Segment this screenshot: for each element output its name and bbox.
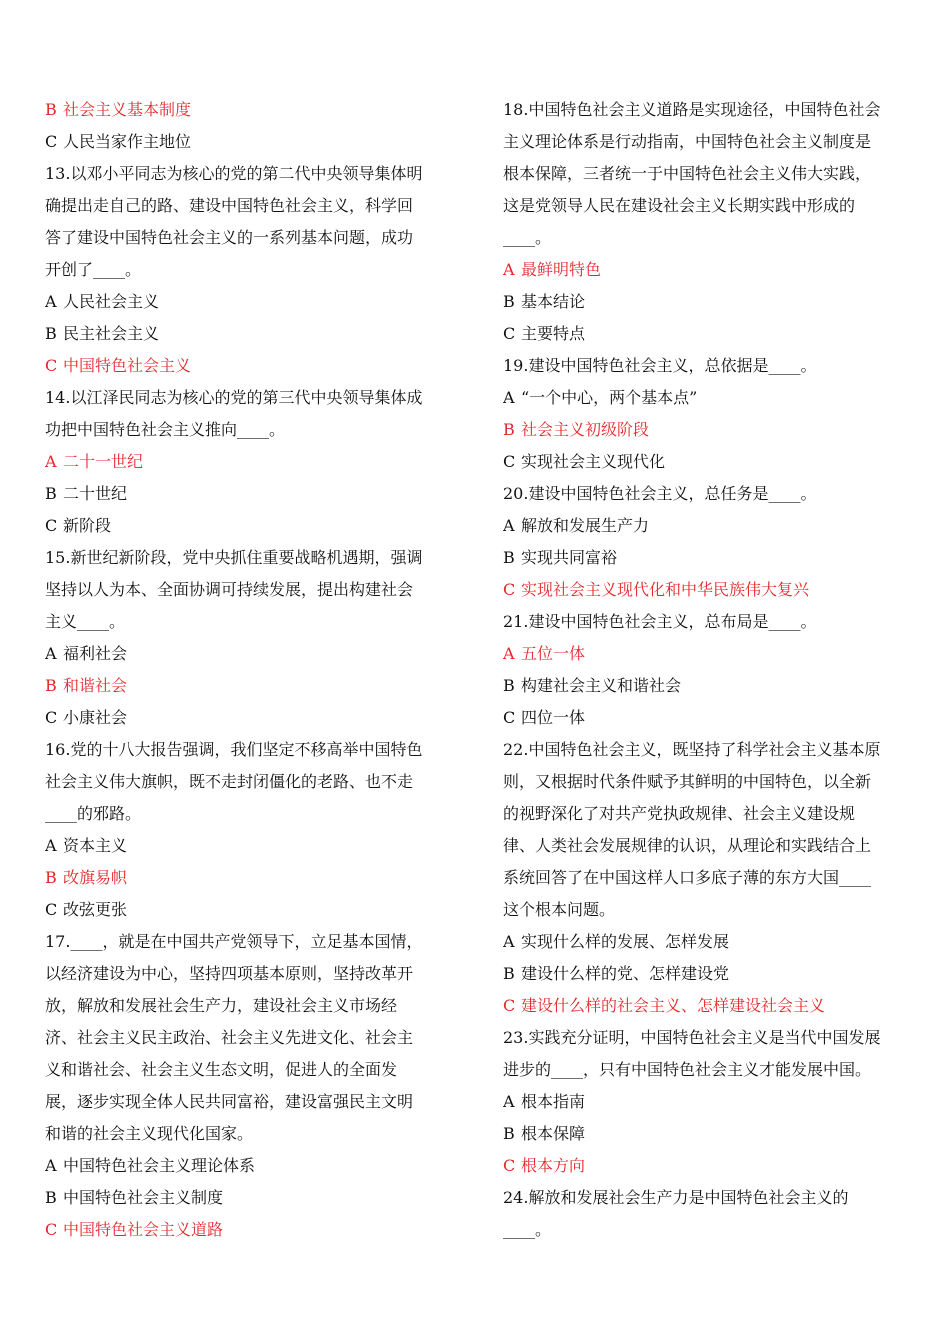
option-letter: A	[45, 644, 57, 663]
option-text: 和谐社会	[63, 676, 128, 695]
question-text-line: 的视野深化了对共产党执政规律、社会主义建设规	[503, 804, 856, 823]
option-text: 中国特色社会主义	[63, 356, 192, 375]
answer-option	[503, 990, 903, 1022]
option-letter: C	[503, 452, 516, 471]
option-text: 实现社会主义现代化和中华民族伟大复兴	[521, 580, 810, 599]
answer-option	[45, 446, 443, 478]
option-text: 建设什么样的社会主义、怎样建设社会主义	[521, 996, 826, 1015]
option-letter: C	[45, 708, 58, 727]
answer-option	[45, 1150, 443, 1182]
answer-option	[503, 254, 903, 286]
option-text: 基本结论	[521, 292, 586, 311]
option-letter: A	[503, 644, 515, 663]
option-letter: C	[503, 580, 516, 599]
option-text: 实现共同富裕	[521, 548, 618, 567]
question-text-line: 19.建设中国特色社会主义，总依据是____。	[503, 356, 817, 375]
question-text-line: 17.____，就是在中国共产党领导下，立足基本国情，	[45, 932, 423, 951]
question-text-line: 社会主义伟大旗帜，既不走封闭僵化的老路、也不走	[45, 772, 414, 791]
answer-option	[503, 574, 903, 606]
option-text: 社会主义初级阶段	[521, 420, 650, 439]
option-text: 小康社会	[63, 708, 128, 727]
option-text: 根本保障	[521, 1124, 586, 1143]
answer-option	[45, 286, 443, 318]
option-letter: B	[45, 1188, 57, 1207]
answer-option	[45, 830, 443, 862]
answer-option	[45, 702, 443, 734]
answer-option	[503, 702, 903, 734]
option-text: 改旗易帜	[63, 868, 128, 887]
option-text: 中国特色社会主义制度	[63, 1188, 224, 1207]
option-text: 人民当家作主地位	[63, 132, 192, 151]
option-text: 五位一体	[521, 644, 586, 663]
option-letter: A	[45, 292, 57, 311]
question-text-line: 15.新世纪新阶段，党中央抓住重要战略机遇期，强调	[45, 548, 423, 567]
option-text: 根本指南	[521, 1092, 586, 1111]
question-text-line: 和谐的社会主义现代化国家。	[45, 1124, 254, 1143]
question-text-line: 义和谐社会、社会主义生态文明，促进人的全面发	[45, 1060, 398, 1079]
question-text-line: 展，逐步实现全体人民共同富裕，建设富强民主文明	[45, 1092, 414, 1111]
question-text-line: 坚持以人为本、全面协调可持续发展，提出构建社会	[45, 580, 414, 599]
option-text: 中国特色社会主义理论体系	[63, 1156, 256, 1175]
question-text-line: 18.中国特色社会主义道路是实现途径，中国特色社会	[503, 100, 881, 119]
option-text: 二十世纪	[63, 484, 128, 503]
option-letter: A	[503, 388, 515, 407]
answer-option	[45, 894, 443, 926]
question-text-line: 确提出走自己的路、建设中国特色社会主义，科学回	[45, 196, 414, 215]
answer-option	[503, 958, 903, 990]
option-letter: C	[45, 1220, 58, 1239]
option-letter: B	[503, 292, 515, 311]
option-letter: A	[503, 516, 515, 535]
option-letter: C	[503, 708, 516, 727]
answer-option	[503, 670, 903, 702]
option-text: 根本方向	[521, 1156, 586, 1175]
answer-option	[45, 126, 443, 158]
option-letter: A	[503, 1092, 515, 1111]
answer-option	[503, 446, 903, 478]
answer-option	[503, 1150, 903, 1182]
option-letter: C	[503, 324, 516, 343]
question-text-line: 进步的____，只有中国特色社会主义才能发展中国。	[503, 1060, 872, 1079]
question-text-line: 则，又根据时代条件赋予其鲜明的中国特色，以全新	[503, 772, 872, 791]
option-text: 最鲜明特色	[521, 260, 602, 279]
question-text-line: 这个根本问题。	[503, 900, 616, 919]
option-text: 四位一体	[521, 708, 586, 727]
question-text-line: ____的邪路。	[45, 804, 142, 823]
question-text-line: 22.中国特色社会主义，既坚持了科学社会主义基本原	[503, 740, 881, 759]
answer-option	[503, 926, 903, 958]
answer-option	[503, 542, 903, 574]
question-text-line: 放，解放和发展社会生产力，建设社会主义市场经	[45, 996, 398, 1015]
question-text-line: 20.建设中国特色社会主义，总任务是____。	[503, 484, 817, 503]
option-text: 新阶段	[63, 516, 112, 535]
option-letter: B	[503, 420, 515, 439]
answer-option	[45, 510, 443, 542]
option-text: 实现什么样的发展、怎样发展	[521, 932, 730, 951]
option-text: “一个中心，两个基本点”	[521, 388, 698, 407]
option-text: 改弦更张	[63, 900, 128, 919]
option-text: 社会主义基本制度	[63, 100, 192, 119]
option-letter: B	[45, 484, 57, 503]
option-text: 解放和发展生产力	[521, 516, 650, 535]
question-text-line: 14.以江泽民同志为核心的党的第三代中央领导集体成	[45, 388, 423, 407]
option-text: 资本主义	[63, 836, 128, 855]
answer-option	[503, 286, 903, 318]
option-letter: A	[45, 836, 57, 855]
option-text: 福利社会	[63, 644, 128, 663]
option-text: 二十一世纪	[63, 452, 144, 471]
option-text: 实现社会主义现代化	[521, 452, 666, 471]
question-text-line: 16.党的十八大报告强调，我们坚定不移高举中国特色	[45, 740, 423, 759]
option-letter: C	[45, 356, 58, 375]
question-text-line: 这是党领导人民在建设社会主义长期实践中形成的	[503, 196, 856, 215]
answer-option	[45, 862, 443, 894]
question-text-line: 根本保障，三者统一于中国特色社会主义伟大实践，	[503, 164, 872, 183]
answer-option	[45, 638, 443, 670]
answer-option	[45, 670, 443, 702]
question-text-line: 系统回答了在中国这样人口多底子薄的东方大国____	[503, 868, 872, 887]
answer-option	[503, 1086, 903, 1118]
option-letter: B	[503, 1124, 515, 1143]
option-text: 主要特点	[521, 324, 586, 343]
question-text-line: 功把中国特色社会主义推向____。	[45, 420, 286, 439]
question-text-line: 13.以邓小平同志为核心的党的第二代中央领导集体明	[45, 164, 423, 183]
question-text-line: 24.解放和发展社会生产力是中国特色社会主义的	[503, 1188, 849, 1207]
question-text-line: 主义理论体系是行动指南，中国特色社会主义制度是	[503, 132, 872, 151]
right-column	[503, 94, 903, 1246]
option-letter: C	[45, 900, 58, 919]
option-letter: B	[503, 964, 515, 983]
answer-option	[45, 1214, 443, 1246]
left-column	[45, 94, 443, 1246]
question-text-line: 律、人类社会发展规律的认识，从理论和实践结合上	[503, 836, 872, 855]
option-text: 构建社会主义和谐社会	[521, 676, 682, 695]
question-text-line: 济、社会主义民主政治、社会主义先进文化、社会主	[45, 1028, 414, 1047]
question-text-line: ____。	[503, 1220, 552, 1239]
question-text-line: 23.实践充分证明，中国特色社会主义是当代中国发展	[503, 1028, 881, 1047]
answer-option	[503, 382, 903, 414]
answer-option	[45, 94, 443, 126]
answer-option	[45, 478, 443, 510]
answer-option	[503, 638, 903, 670]
question-text-line: 以经济建设为中心，坚持四项基本原则，坚持改革开	[45, 964, 414, 983]
question-text-line: 开创了____。	[45, 260, 142, 279]
option-letter: A	[45, 1156, 57, 1175]
option-letter: B	[45, 100, 57, 119]
option-text: 人民社会主义	[63, 292, 160, 311]
option-letter: A	[503, 932, 515, 951]
option-text: 民主社会主义	[63, 324, 160, 343]
option-letter: B	[45, 676, 57, 695]
option-letter: C	[503, 1156, 516, 1175]
option-letter: C	[503, 996, 516, 1015]
question-text-line: 主义____。	[45, 612, 126, 631]
answer-option	[503, 510, 903, 542]
question-text-line: ____。	[503, 228, 552, 247]
option-text: 建设什么样的党、怎样建设党	[521, 964, 730, 983]
option-letter: A	[45, 452, 57, 471]
option-text: 中国特色社会主义道路	[63, 1220, 224, 1239]
answer-option	[503, 1118, 903, 1150]
answer-option	[45, 1182, 443, 1214]
option-letter: C	[45, 132, 58, 151]
answer-option	[503, 318, 903, 350]
option-letter: B	[45, 324, 57, 343]
answer-option	[503, 414, 903, 446]
option-letter: B	[503, 548, 515, 567]
question-text-line: 答了建设中国特色社会主义的一系列基本问题，成功	[45, 228, 414, 247]
option-letter: B	[503, 676, 515, 695]
option-letter: B	[45, 868, 57, 887]
answer-option	[45, 350, 443, 382]
option-letter: A	[503, 260, 515, 279]
option-letter: C	[45, 516, 58, 535]
answer-option	[45, 318, 443, 350]
question-text-line: 21.建设中国特色社会主义，总布局是____。	[503, 612, 817, 631]
